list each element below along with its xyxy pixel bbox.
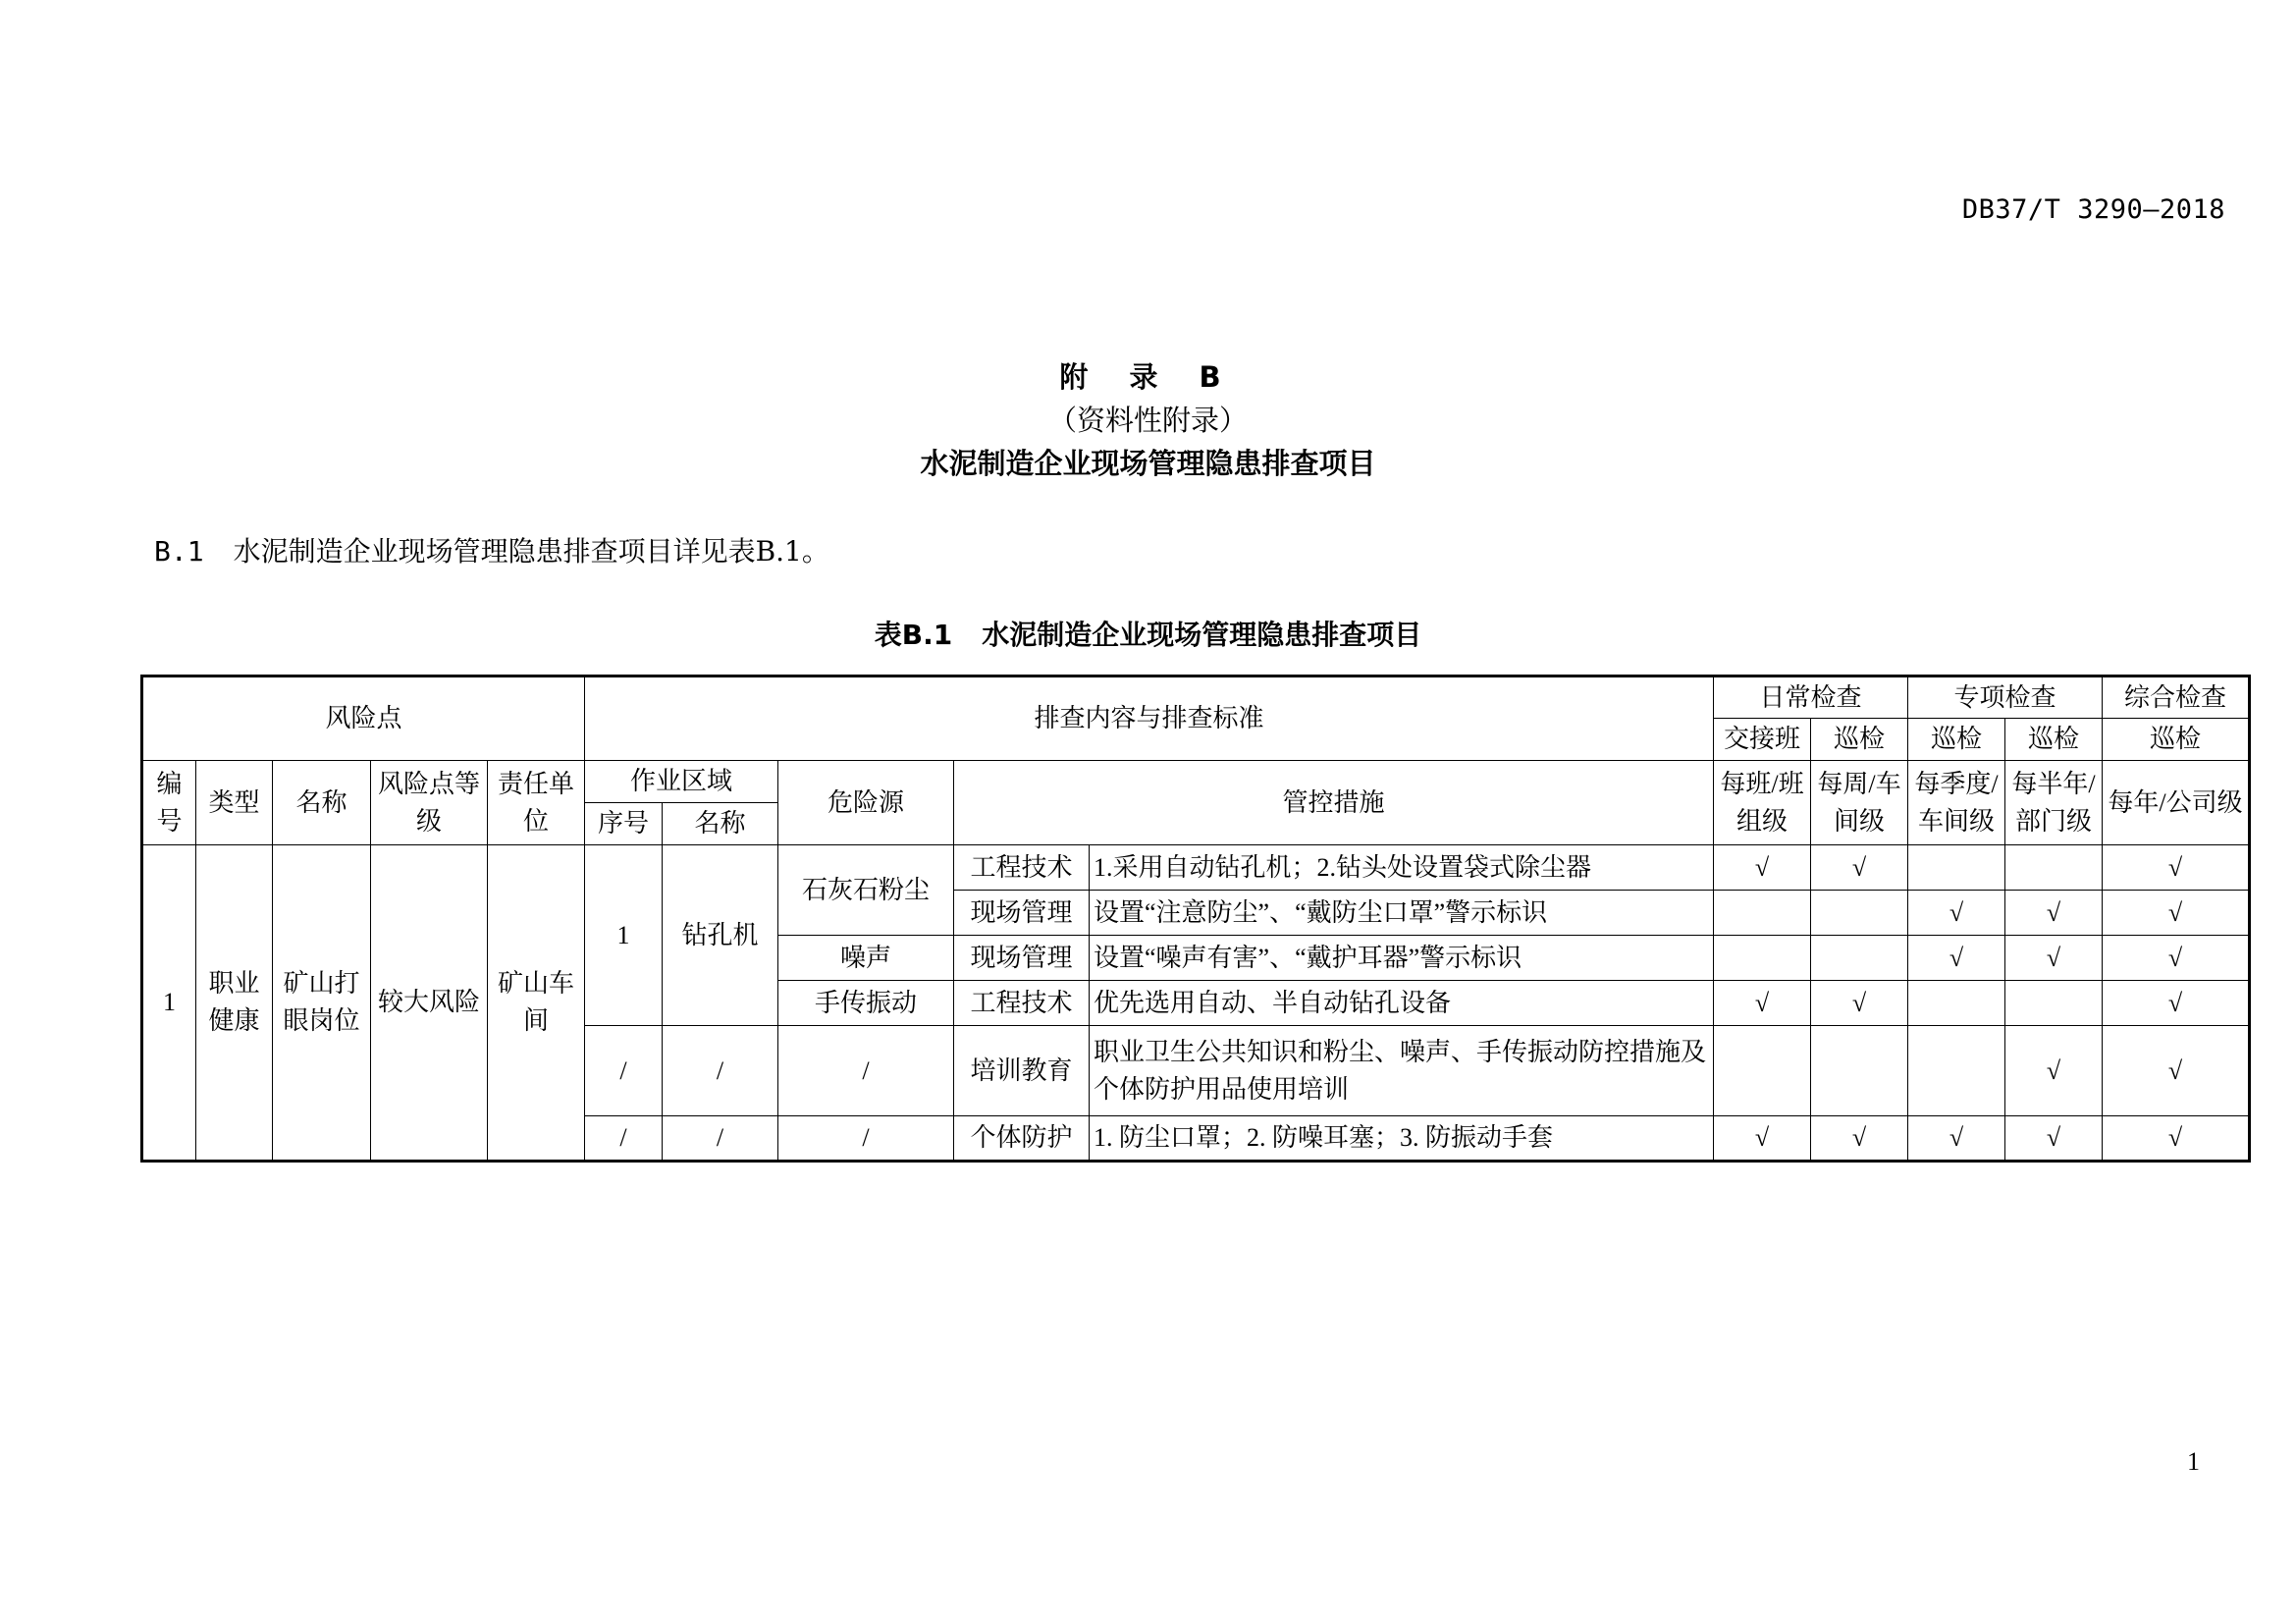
header-patrol-1: 巡检 (1811, 719, 1908, 761)
table-caption-number: 表B.1 (874, 619, 953, 651)
header-risk-level: 风险点等级 (371, 761, 488, 845)
empty-cell (2005, 845, 2103, 891)
check-mark: √ (2103, 891, 2250, 936)
measure-text: 1.采用自动钻孔机；2.钻头处设置袋式除尘器 (1090, 845, 1714, 891)
check-mark: √ (1714, 845, 1811, 891)
header-id: 编号 (142, 761, 196, 845)
check-mark: √ (1811, 845, 1908, 891)
measure-text: 1. 防尘口罩；2. 防噪耳塞；3. 防振动手套 (1090, 1116, 1714, 1162)
check-mark: √ (2103, 981, 2250, 1026)
appendix-type: （资料性附录） (1047, 404, 1248, 437)
check-mark: √ (1908, 891, 2005, 936)
risk-id: 1 (142, 845, 196, 1162)
header-responsible-unit: 责任单位 (488, 761, 585, 845)
measure-category: 培训教育 (954, 1026, 1090, 1116)
area-seq: / (585, 1116, 663, 1162)
hazard-source: / (778, 1026, 954, 1116)
section-number: B.1 (154, 535, 204, 568)
empty-cell (1714, 1026, 1811, 1116)
area-seq: 1 (585, 845, 663, 1026)
measure-text: 设置“注意防尘”、“戴防尘口罩”警示标识 (1090, 891, 1714, 936)
header-patrol-3: 巡检 (2005, 719, 2103, 761)
header-shift-handover: 交接班 (1714, 719, 1811, 761)
risk-type: 职业健康 (196, 845, 273, 1162)
check-mark: √ (2005, 1026, 2103, 1116)
empty-cell (1811, 891, 1908, 936)
header-area-seq: 序号 (585, 803, 663, 845)
check-mark: √ (1714, 1116, 1811, 1162)
check-mark: √ (2005, 891, 2103, 936)
empty-cell (1811, 1026, 1908, 1116)
measure-text: 设置“噪声有害”、“戴护耳器”警示标识 (1090, 936, 1714, 981)
header-freq-year: 每年/公司级 (2103, 761, 2250, 845)
measure-category: 现场管理 (954, 936, 1090, 981)
check-mark: √ (2103, 1116, 2250, 1162)
check-mark: √ (2005, 1116, 2103, 1162)
check-mark: √ (1908, 1116, 2005, 1162)
area-name: / (663, 1116, 778, 1162)
measure-category: 个体防护 (954, 1116, 1090, 1162)
measure-category: 工程技术 (954, 845, 1090, 891)
empty-cell (1714, 936, 1811, 981)
risk-unit: 矿山车间 (488, 845, 585, 1162)
appendix-name: 水泥制造企业现场管理隐患排查项目 (920, 447, 1376, 480)
header-freq-shift: 每班/班组级 (1714, 761, 1811, 845)
check-mark: √ (2103, 936, 2250, 981)
appendix-title: 附 录 B (1059, 360, 1237, 394)
header-patrol-2: 巡检 (1908, 719, 2005, 761)
area-name: / (663, 1026, 778, 1116)
header-risk-point: 风险点 (142, 676, 585, 761)
empty-cell (1908, 1026, 2005, 1116)
risk-level: 较大风险 (371, 845, 488, 1162)
area-name: 钻孔机 (663, 845, 778, 1026)
empty-cell (2005, 981, 2103, 1026)
empty-cell (1908, 981, 2005, 1026)
measure-text: 优先选用自动、半自动钻孔设备 (1090, 981, 1714, 1026)
area-seq: / (585, 1026, 663, 1116)
check-mark: √ (2103, 845, 2250, 891)
header-row-1 (142, 676, 2250, 719)
hazard-table (140, 675, 2251, 1163)
header-area-name: 名称 (663, 803, 778, 845)
hazard-source: 石灰石粉尘 (778, 845, 954, 936)
empty-cell (1811, 936, 1908, 981)
header-control-measures: 管控措施 (954, 761, 1714, 845)
hazard-source: / (778, 1116, 954, 1162)
risk-name: 矿山打眼岗位 (273, 845, 371, 1162)
empty-cell (1908, 845, 2005, 891)
header-freq-week: 每周/车间级 (1811, 761, 1908, 845)
check-mark: √ (2103, 1026, 2250, 1116)
header-freq-halfyear: 每半年/部门级 (2005, 761, 2103, 845)
measure-text: 职业卫生公共知识和粉尘、噪声、手传振动防控措施及个体防护用品使用培训 (1090, 1026, 1714, 1116)
section-paragraph (154, 530, 829, 569)
header-type: 类型 (196, 761, 273, 845)
measure-category: 现场管理 (954, 891, 1090, 936)
check-mark: √ (2005, 936, 2103, 981)
header-comprehensive-check: 综合检查 (2103, 676, 2250, 719)
hazard-source: 手传振动 (778, 981, 954, 1026)
header-special-check: 专项检查 (1908, 676, 2103, 719)
section-text: 水泥制造企业现场管理隐患排查项目详见表B.1。 (233, 535, 829, 568)
check-mark: √ (1908, 936, 2005, 981)
check-mark: √ (1811, 1116, 1908, 1162)
page-number: 1 (2187, 1447, 2200, 1476)
check-mark: √ (1811, 981, 1908, 1026)
header-name: 名称 (273, 761, 371, 845)
header-freq-quarter: 每季度/车间级 (1908, 761, 2005, 845)
document-code: DB37/T 3290—2018 (1961, 194, 2225, 225)
header-content-standard: 排查内容与排查标准 (585, 676, 1714, 761)
table-caption (0, 614, 2296, 653)
table-row (142, 845, 2250, 891)
header-row-3 (142, 761, 2250, 803)
header-patrol-4: 巡检 (2103, 719, 2250, 761)
hazard-source: 噪声 (778, 936, 954, 981)
check-mark: √ (1714, 981, 1811, 1026)
header-hazard-source: 危险源 (778, 761, 954, 845)
header-work-area: 作业区域 (585, 761, 778, 803)
empty-cell (1714, 891, 1811, 936)
table-caption-text: 水泥制造企业现场管理隐患排查项目 (982, 619, 1422, 651)
header-daily-check: 日常检查 (1714, 676, 1908, 719)
measure-category: 工程技术 (954, 981, 1090, 1026)
